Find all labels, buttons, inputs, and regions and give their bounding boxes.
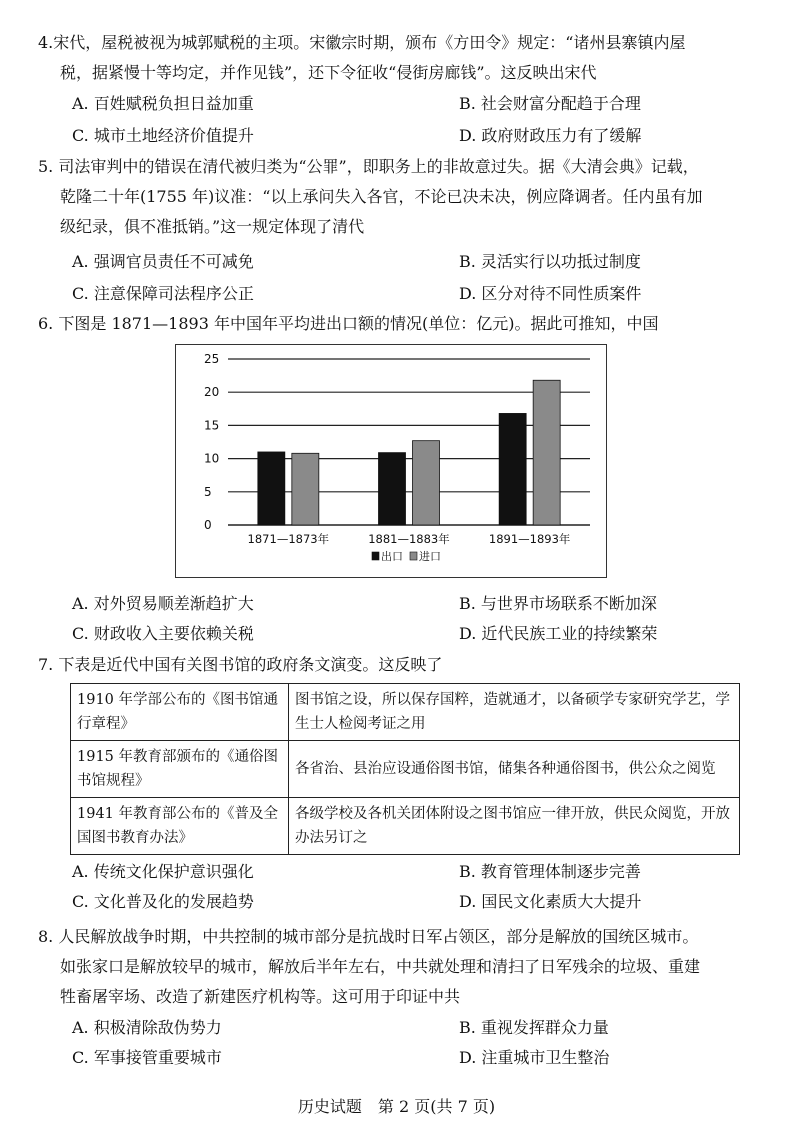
question-8-line: 8. 人民解放战争时期，中共控制的城市部分是抗战时日军占领区，部分是解放的国统区城市。 (38, 927, 699, 946)
table-row (71, 684, 740, 741)
question-5-option-a[interactable]: A. 强调官员责任不可减免 (72, 252, 254, 271)
bar-进口 (533, 380, 560, 525)
question-8-line: 牲畜屠宰场、改造了新建医疗机构等。这可用于印证中共 (60, 987, 461, 1006)
page-footer: 历史试题 第 2 页(共 7 页) (297, 1097, 496, 1116)
trade-bar-chart-frame (175, 344, 607, 578)
table-cell-content: 各级学校及各机关团体附设之图书馆应一律开放，供民众阅览，开放办法另订之 (289, 798, 740, 855)
question-6-option-d[interactable]: D. 近代民族工业的持续繁荣 (459, 624, 658, 643)
legend-label: 出口 (381, 550, 403, 563)
question-5-option-d[interactable]: D. 区分对待不同性质案件 (459, 284, 642, 303)
question-6-option-b[interactable]: B. 与世界市场联系不断加深 (459, 594, 657, 613)
trade-bar-chart (176, 345, 606, 577)
table-row (71, 798, 740, 855)
legend-swatch (372, 552, 379, 560)
y-tick-label: 5 (204, 484, 212, 499)
question-7-option-d[interactable]: D. 国民文化素质大大提升 (459, 892, 642, 911)
bar-出口 (379, 453, 406, 525)
x-tick-label: 1871—1873年 (247, 532, 330, 546)
x-tick-label: 1891—1893年 (488, 532, 571, 546)
question-5-option-c[interactable]: C. 注意保障司法程序公正 (72, 284, 254, 303)
x-tick-label: 1881—1883年 (368, 532, 450, 546)
y-tick-label: 0 (204, 518, 212, 532)
question-4-option-a[interactable]: A. 百姓赋税负担日益加重 (72, 94, 254, 113)
table-cell-source: 1910 年学部公布的《图书馆通行章程》 (71, 684, 289, 741)
bar-进口 (413, 441, 440, 525)
question-8-line: 如张家口是解放较早的城市，解放后半年左右，中共就处理和清扫了日军残余的垃圾、重建 (60, 957, 701, 976)
legend-swatch (410, 552, 417, 560)
question-7-option-c[interactable]: C. 文化普及化的发展趋势 (72, 892, 254, 911)
library-policy-table (70, 683, 740, 855)
y-tick-label: 15 (204, 418, 220, 433)
bar-出口 (499, 413, 526, 525)
question-7 (38, 650, 758, 680)
legend-label: 进口 (419, 550, 441, 563)
question-8-option-d[interactable]: D. 注重城市卫生整治 (459, 1048, 610, 1067)
question-4-line: 4.宋代，屋税被视为城郭赋税的主项。宋徽宗时期，颁布《方田令》规定：“诸州县寨镇内屋 (38, 33, 686, 52)
question-7-line: 7. 下表是近代中国有关图书馆的政府条文演变。这反映了 (38, 655, 443, 674)
table-cell-content: 图书馆之设，所以保存国粹，造就通才，以备硕学专家研究学艺，学生士人检阅考证之用 (289, 684, 740, 741)
question-4-option-c[interactable]: C. 城市土地经济价值提升 (72, 126, 254, 145)
question-4 (38, 28, 758, 88)
question-8-option-b[interactable]: B. 重视发挥群众力量 (459, 1018, 609, 1037)
question-5-line: 乾隆二十年(1755 年)议准：“以上承问失入各官，不论已决未决，例应降调者。任内虽有加 (60, 187, 703, 206)
question-5-line: 5. 司法审判中的错误在清代被归类为“公罪”，即职务上的非故意过失。据《大清会典》记载， (38, 157, 699, 176)
question-4-option-d[interactable]: D. 政府财政压力有了缓解 (459, 126, 642, 145)
question-6 (38, 309, 758, 339)
question-5 (38, 152, 758, 242)
question-6-option-a[interactable]: A. 对外贸易顺差渐趋扩大 (72, 594, 254, 613)
question-7-option-a[interactable]: A. 传统文化保护意识强化 (72, 862, 254, 881)
table-cell-source: 1941 年教育部公布的《普及全国图书教育办法》 (71, 798, 289, 855)
question-6-option-c[interactable]: C. 财政收入主要依赖关税 (72, 624, 254, 643)
table-cell-source: 1915 年教育部颁布的《通俗图书馆规程》 (71, 741, 289, 798)
table-cell-content: 各省治、县治应设通俗图书馆，储集各种通俗图书，供公众之阅览 (289, 741, 740, 798)
question-6-line: 6. 下图是 1871—1893 年中国年平均进出口额的情况(单位：亿元)。据此可推知，中国 (38, 314, 659, 333)
question-4-option-b[interactable]: B. 社会财富分配趋于合理 (459, 94, 641, 113)
bar-出口 (258, 452, 285, 525)
question-8 (38, 922, 758, 1012)
question-4-line: 税，据紧慢十等均定，并作见钱”，还下令征收“侵街房廊钱”。这反映出宋代 (60, 63, 597, 82)
question-8-option-c[interactable]: C. 军事接管重要城市 (72, 1048, 222, 1067)
question-5-line: 级纪录，俱不准抵销。”这一规定体现了清代 (60, 217, 365, 236)
question-8-option-a[interactable]: A. 积极清除敌伪势力 (72, 1018, 222, 1037)
y-tick-label: 20 (204, 385, 220, 400)
table-row (71, 741, 740, 798)
question-7-option-b[interactable]: B. 教育管理体制逐步完善 (459, 862, 641, 881)
bar-进口 (292, 453, 319, 525)
y-tick-label: 25 (204, 352, 220, 366)
y-tick-label: 10 (204, 451, 220, 466)
question-5-option-b[interactable]: B. 灵活实行以功抵过制度 (459, 252, 641, 271)
